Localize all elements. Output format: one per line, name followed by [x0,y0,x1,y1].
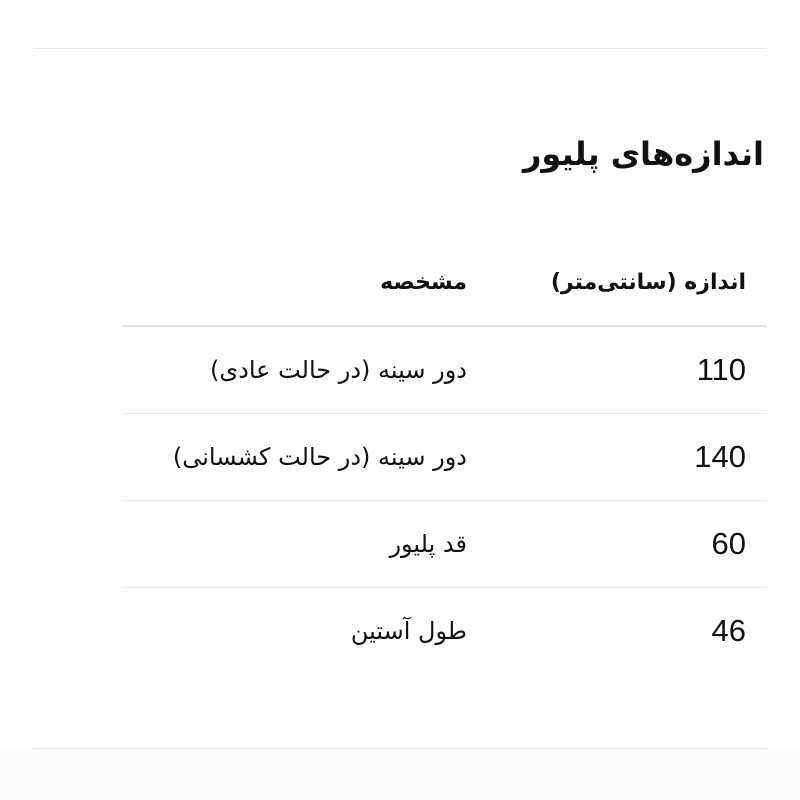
feature-name: دور سینه (در حالت عادی) [210,356,467,384]
size-value-cell [526,588,746,674]
table-row [122,588,767,674]
size-value-cell [526,414,746,500]
table-row [122,327,767,414]
size-value-cell [526,501,746,587]
table-header-row [122,240,767,327]
size-value: 110 [696,352,746,387]
size-value: 60 [711,526,746,561]
bottom-area [0,749,800,800]
header-size: اندازه (سانتی‌متر) [550,270,746,295]
size-value: 140 [694,439,746,474]
feature-name: دور سینه (در حالت کشسانی) [172,443,467,471]
feature-name: طول آستین [350,617,467,645]
size-table [122,240,767,674]
feature-name: قد پلیور [389,530,467,558]
size-value-cell [526,327,746,413]
page-title: اندازه‌های پلیور [522,135,764,173]
table-row [122,414,767,501]
top-divider [33,48,767,49]
header-feature: مشخصه [380,270,467,295]
size-value: 46 [711,613,746,648]
table-row [122,501,767,588]
